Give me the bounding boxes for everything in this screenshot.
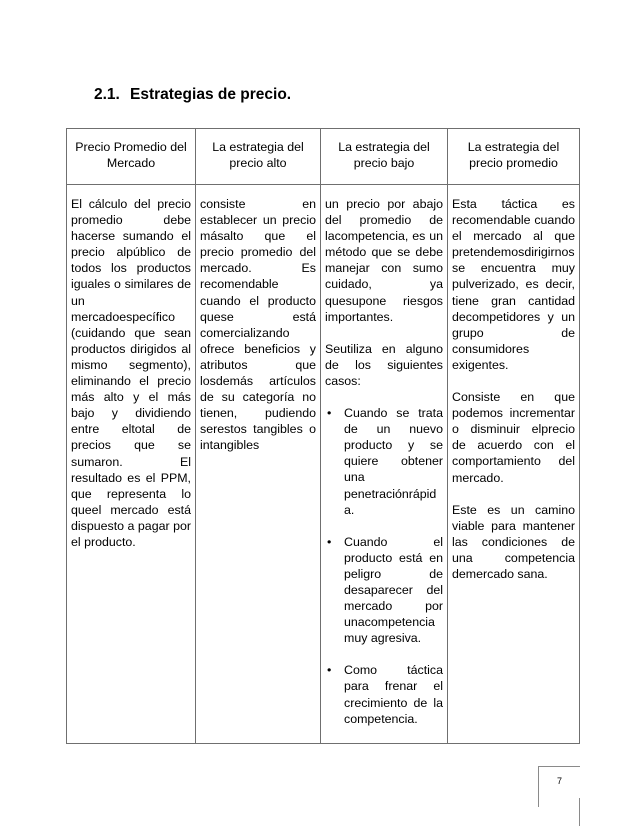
cell-paragraph: Este es un camino viable para mantener las condiciones de una competencia demercado sana. [452, 502, 575, 581]
bullet-icon: • [327, 406, 332, 421]
cell-high-price [196, 185, 321, 744]
cell-low-price [321, 185, 448, 744]
pricing-strategies-table [66, 128, 580, 744]
cell-average-price [67, 185, 196, 744]
cell-paragraph: Consiste en que podemos incrementar o disminuir elprecio de acuerdo con el comportamiento del mercado. [452, 390, 575, 485]
table-body-row [67, 185, 580, 744]
page-number-box [538, 766, 580, 807]
footer-divider [579, 798, 580, 826]
cell-paragraph: Esta táctica es recomendable cuando el mercado al que pretendemosdirigirnos se encuentra muy pulverizado, es decir, tiene gran cantidad decompetidores y un grupo de consumidores exigentes. [452, 197, 575, 372]
section-number: 2.1. [94, 86, 120, 103]
header-cell-average-price: Precio Promedio del Mercado [67, 129, 196, 185]
cell-average-strategy [448, 185, 580, 744]
header-cell-high-price: La estrategia del precio alto [196, 129, 321, 185]
list-item-text: Cuando el producto está en peligro de desaparecer del mercado por unacompetencia muy agresiva. [344, 534, 443, 646]
list-item [325, 534, 443, 647]
list-item [325, 662, 443, 726]
bullet-list [325, 405, 443, 727]
page-number: 7 [556, 776, 562, 786]
header-cell-low-price: La estrategia del precio bajo [321, 129, 448, 185]
list-item-text: Cuando se trata de un nuevo producto y se quiere obtener una penetraciónrápid a. [344, 406, 443, 517]
header-cell-average-strategy: La estrategia del precio promedio [448, 129, 580, 185]
list-item [325, 405, 443, 518]
bullet-icon: • [327, 534, 332, 549]
cell-text: El cálculo del precio promedio debe hacerse sumando el precio alpúblico de todos los productos iguales o similares de un mercadoespecífico (cuidando que sean productos dirigidos al mismo segmento), eliminando el precio más alto y el más bajo y dividiendo entre eltotal de precios que se sumaron. El resultado es el PPM, que representa lo queel mercado está dispuesto a pagar por el producto. [71, 197, 191, 549]
cell-text: consiste en establecer un precio másalto que el precio promedio del mercado. Es recomendable cuando el producto quese está comercializando ofrece beneficios y atributos que losdemás artículos de su categoría no tienen, pudiendo serestos tangibles o intangibles [200, 197, 316, 453]
table-header-row [67, 129, 580, 185]
bullet-icon: • [327, 663, 332, 678]
list-item-text: Como táctica para frenar el crecimiento de la competencia. [344, 663, 443, 726]
section-heading [94, 86, 291, 104]
section-title: Estrategias de precio. [130, 86, 292, 103]
cell-intro: un precio por abajo del promedio de lacompetencia, es un método que se debe manejar con sumo cuidado, ya quesupone riesgos importantes. [325, 197, 443, 324]
cell-lead: Seutiliza en alguno de los siguientes casos: [325, 341, 443, 388]
